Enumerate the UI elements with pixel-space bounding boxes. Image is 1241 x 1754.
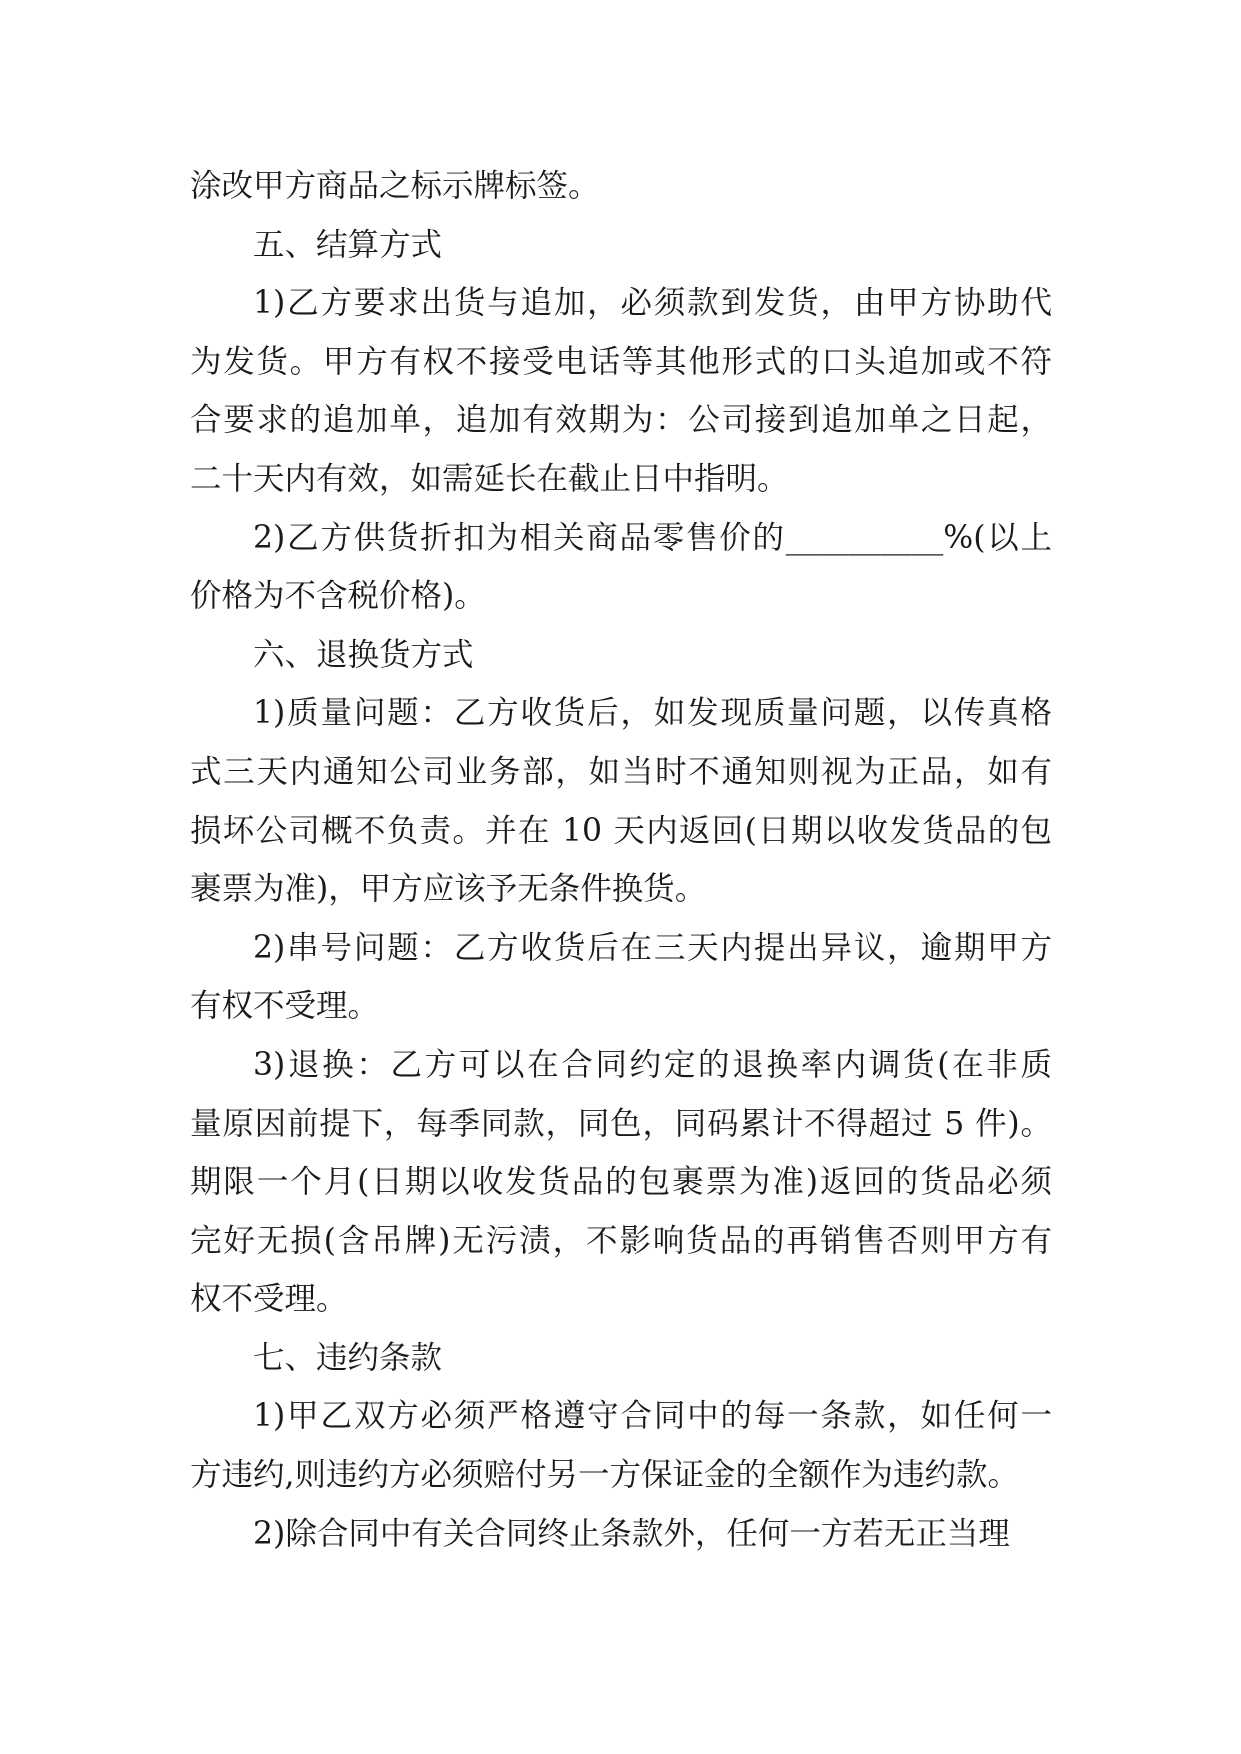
text-line: 2)除合同中有关合同终止条款外，任何一方若无正当理 — [253, 1515, 1010, 1552]
text-line: 有权不受理。 — [190, 988, 380, 1025]
text-line: 损坏公司概不负责。并在 10 天内返回(日期以收发货品的包 — [190, 812, 1052, 849]
text-line: 3)退换：乙方可以在合同约定的退换率内调货(在非质 — [253, 1046, 1052, 1083]
document-paragraph — [190, 509, 1052, 626]
text-line: 1)质量问题：乙方收货后，如发现质量问题，以传真格 — [253, 695, 1052, 732]
text-line: 量原因前提下，每季同款，同色，同码累计不得超过 5 件)。 — [190, 1105, 1052, 1142]
text-line: 完好无损(含吊牌)无污渍，不影响货品的再销售否则甲方有 — [190, 1222, 1052, 1259]
text-line: 2)串号问题：乙方收货后在三天内提出异议，逾期甲方 — [253, 929, 1052, 966]
text-line: 七、违约条款 — [253, 1339, 443, 1376]
text-line: 2)乙方供货折扣为相关商品零售价的__________%(以上 — [253, 519, 1052, 556]
document-paragraph — [190, 157, 1052, 216]
text-line: 期限一个月(日期以收发货品的包裹票为准)返回的货品必须 — [190, 1164, 1052, 1201]
document-paragraph — [190, 1036, 1052, 1329]
text-line: 合要求的追加单，追加有效期为：公司接到追加单之日起， — [190, 402, 1052, 439]
text-line: 式三天内通知公司业务部，如当时不通知则视为正品，如有 — [190, 753, 1052, 790]
text-line: 1)乙方要求出货与追加，必须款到发货，由甲方协助代 — [253, 285, 1052, 322]
text-line: 方违约,则违约方必须赔付另一方保证金的全额作为违约款。 — [190, 1457, 1020, 1494]
text-line: 1)甲乙双方必须严格遵守合同中的每一条款，如任何一 — [253, 1398, 1052, 1435]
document-paragraph — [190, 1505, 1052, 1564]
text-line: 六、退换货方式 — [253, 636, 474, 673]
document-paragraph — [190, 684, 1052, 918]
document-paragraph — [190, 216, 1052, 275]
text-line: 权不受理。 — [190, 1281, 348, 1318]
document-paragraph — [190, 919, 1052, 1036]
text-line: 五、结算方式 — [253, 226, 443, 263]
text-line: 裹票为准)，甲方应该予无条件换货。 — [190, 871, 707, 908]
document-paragraph — [190, 274, 1052, 508]
text-line: 为发货。甲方有权不接受电话等其他形式的口头追加或不符 — [190, 343, 1052, 380]
document-paragraph — [190, 1387, 1052, 1504]
document-paragraph — [190, 1329, 1052, 1388]
document-body — [190, 157, 1052, 1563]
text-line: 二十天内有效，如需延长在截止日中指明。 — [190, 460, 789, 497]
document-paragraph — [190, 626, 1052, 685]
text-line: 涂改甲方商品之标示牌标签。 — [190, 168, 600, 204]
text-line: 价格为不含税价格)。 — [190, 578, 486, 615]
